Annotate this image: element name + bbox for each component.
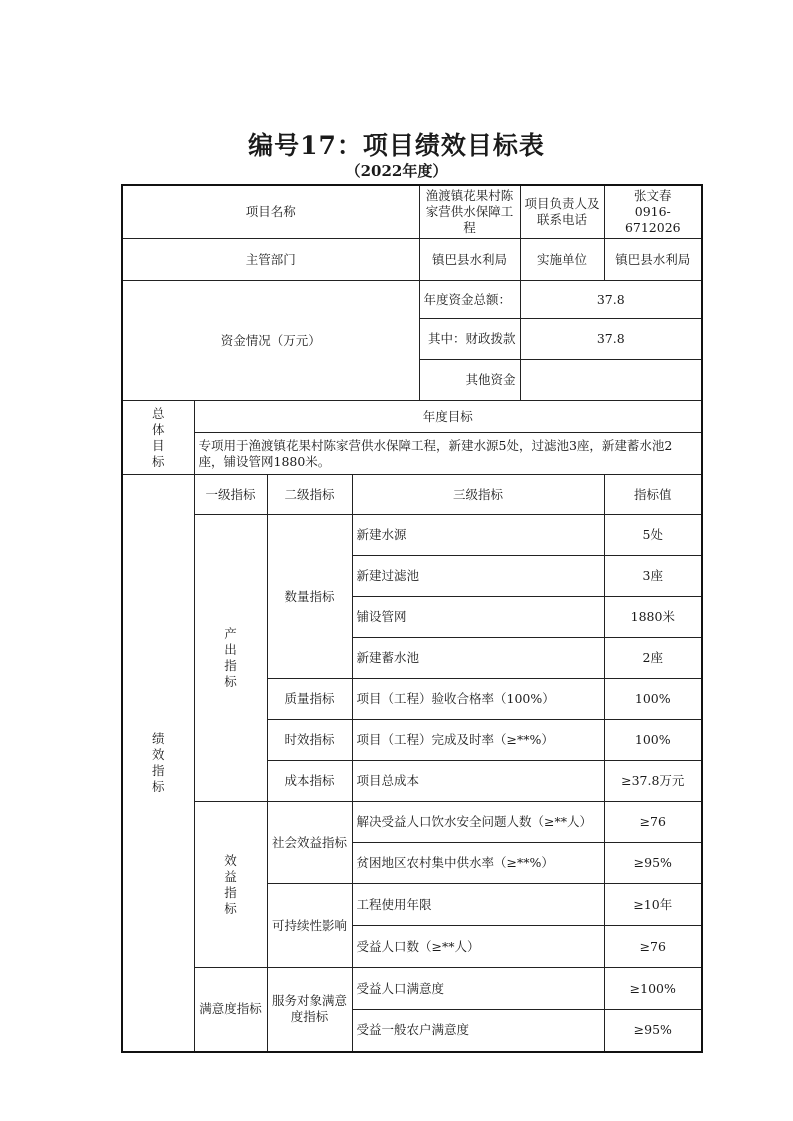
indicator-name: 项目（工程）完成及时率（≥**%）: [352, 720, 604, 761]
quantity-indicator-label: 数量指标: [267, 515, 352, 679]
indicator-value: ≥95%: [604, 1010, 702, 1052]
output-indicator-label: 产出指标: [194, 515, 267, 802]
indicator-value: ≥76: [604, 926, 702, 968]
funds-label: 资金情况（万元）: [122, 281, 419, 401]
benefit-indicator-label: 效益指标: [194, 802, 267, 968]
overall-goal-label: 总体目标: [122, 401, 194, 475]
indicator-name: 新建蓄水池: [352, 638, 604, 679]
project-manager-phone: 0916-6712026: [624, 204, 681, 235]
funds-other-value: [520, 360, 702, 401]
indicator-name: 工程使用年限: [352, 884, 604, 926]
level3-header: 三级指标: [352, 475, 604, 515]
indicator-value: 5处: [604, 515, 702, 556]
table-row: [122, 802, 702, 843]
indicator-name: 受益人口数（≥**人）: [352, 926, 604, 968]
indicator-value: ≥76: [604, 802, 702, 843]
social-benefit-label: 社会效益指标: [267, 802, 352, 884]
project-name-value: 渔渡镇花果村陈家营供水保障工程: [419, 185, 520, 239]
value-header: 指标值: [604, 475, 702, 515]
indicator-name: 新建水源: [352, 515, 604, 556]
indicator-name: 新建过滤池: [352, 556, 604, 597]
project-name-row: [122, 185, 702, 239]
indicator-value: ≥37.8万元: [604, 761, 702, 802]
funds-fiscal-label: 其中：财政拨款: [419, 319, 520, 360]
cost-indicator-label: 成本指标: [267, 761, 352, 802]
indicator-value: 1880米: [604, 597, 702, 638]
indicator-name: 解决受益人口饮水安全问题人数（≥**人）: [352, 802, 604, 843]
performance-table: [121, 184, 703, 1053]
table-row: [122, 968, 702, 1010]
page-subtitle: （2022年度）: [345, 162, 448, 180]
goal-text-row: [122, 433, 702, 475]
level1-header: 一级指标: [194, 475, 267, 515]
impl-unit-value: 镇巴县水利局: [604, 239, 702, 281]
indicator-header-row: [122, 475, 702, 515]
dept-value: 镇巴县水利局: [419, 239, 520, 281]
indicator-name: 项目（工程）验收合格率（100%）: [352, 679, 604, 720]
year-goal-text: 专项用于渔渡镇花果村陈家营供水保障工程，新建水源5处，过滤池3座，新建蓄水池2座，铺设管网1880米。: [194, 433, 702, 475]
dept-label: 主管部门: [122, 239, 419, 281]
project-name-label: 项目名称: [122, 185, 419, 239]
year-goal-label: 年度目标: [194, 401, 702, 433]
indicator-value: 100%: [604, 679, 702, 720]
indicator-value: ≥95%: [604, 843, 702, 884]
funds-fiscal-value: 37.8: [520, 319, 702, 360]
impl-unit-label: 实施单位: [520, 239, 604, 281]
indicator-name: 项目总成本: [352, 761, 604, 802]
funds-total-value: 37.8: [520, 281, 702, 319]
sustainability-label: 可持续性影响: [267, 884, 352, 968]
indicator-value: 3座: [604, 556, 702, 597]
page-title: 编号17：项目绩效目标表: [248, 131, 545, 160]
indicator-value: 2座: [604, 638, 702, 679]
service-satisfaction-label: 服务对象满意度指标: [267, 968, 352, 1052]
quality-indicator-label: 质量指标: [267, 679, 352, 720]
indicator-name: 铺设管网: [352, 597, 604, 638]
performance-indicator-label: 绩效指标: [122, 475, 194, 1052]
project-manager-label: 项目负责人及联系电话: [520, 185, 604, 239]
funds-total-label: 年度资金总额：: [419, 281, 520, 319]
timeliness-indicator-label: 时效指标: [267, 720, 352, 761]
indicator-name: 贫困地区农村集中供水率（≥**%）: [352, 843, 604, 884]
indicator-name: 受益一般农户满意度: [352, 1010, 604, 1052]
funds-other-label: 其他资金: [419, 360, 520, 401]
indicator-value: 100%: [604, 720, 702, 761]
indicator-value: ≥100%: [604, 968, 702, 1010]
project-manager-cell: [604, 185, 702, 239]
table-row: [122, 515, 702, 556]
indicator-name: 受益人口满意度: [352, 968, 604, 1010]
dept-row: [122, 239, 702, 281]
level2-header: 二级指标: [267, 475, 352, 515]
funds-total-row: [122, 281, 702, 319]
satisfaction-indicator-label: 满意度指标: [194, 968, 267, 1052]
project-manager-name: 张文春: [634, 188, 672, 203]
goal-header-row: [122, 401, 702, 433]
indicator-value: ≥10年: [604, 884, 702, 926]
